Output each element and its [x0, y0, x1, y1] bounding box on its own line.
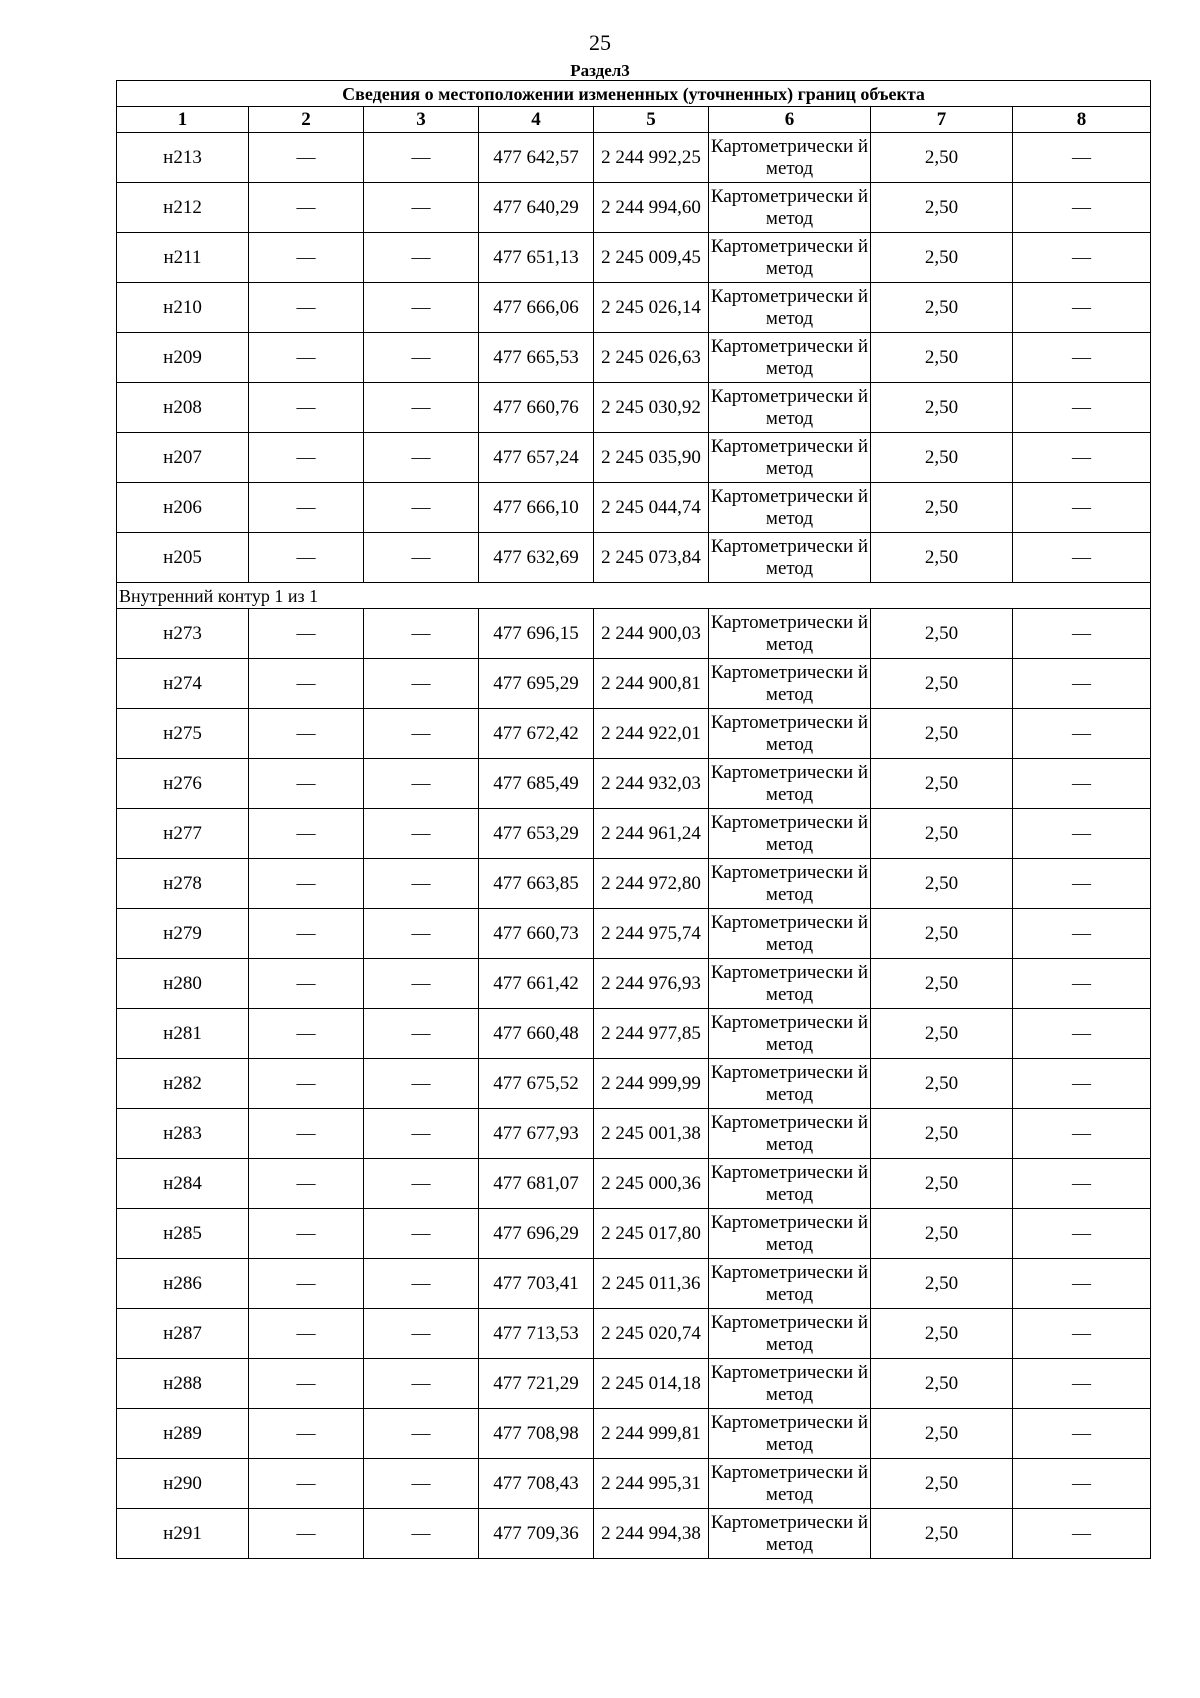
- point-number-cell: н281: [117, 1009, 249, 1059]
- empty-value-cell: —: [364, 1309, 479, 1359]
- empty-value-cell: —: [1013, 759, 1151, 809]
- empty-value-cell: —: [249, 809, 364, 859]
- x-coordinate-cell: 477 709,36: [479, 1509, 594, 1559]
- empty-value-cell: —: [1013, 959, 1151, 1009]
- empty-value-cell: —: [249, 759, 364, 809]
- point-number-cell: н286: [117, 1259, 249, 1309]
- empty-value-cell: —: [364, 1509, 479, 1559]
- x-coordinate-cell: 477 708,98: [479, 1409, 594, 1459]
- precision-cell: 2,50: [871, 1409, 1013, 1459]
- method-cell: Картометрически й метод: [709, 659, 871, 709]
- empty-value-cell: —: [249, 1009, 364, 1059]
- page-number: 25: [589, 30, 611, 55]
- empty-value-cell: —: [364, 383, 479, 433]
- y-coordinate-cell: 2 245 009,45: [594, 233, 709, 283]
- point-number-cell: н283: [117, 1109, 249, 1159]
- column-number: 4: [479, 107, 594, 133]
- y-coordinate-cell: 2 245 035,90: [594, 433, 709, 483]
- empty-value-cell: —: [364, 133, 479, 183]
- point-number-cell: н275: [117, 709, 249, 759]
- y-coordinate-cell: 2 245 017,80: [594, 1209, 709, 1259]
- empty-value-cell: —: [249, 959, 364, 1009]
- empty-value-cell: —: [249, 383, 364, 433]
- y-coordinate-cell: 2 245 000,36: [594, 1159, 709, 1209]
- method-cell: Картометрически й метод: [709, 133, 871, 183]
- column-number: 1: [117, 107, 249, 133]
- precision-cell: 2,50: [871, 909, 1013, 959]
- point-number-cell: н289: [117, 1409, 249, 1459]
- y-coordinate-cell: 2 244 995,31: [594, 1459, 709, 1509]
- table-row: [117, 859, 1151, 909]
- table-row: [117, 233, 1151, 283]
- empty-value-cell: —: [1013, 433, 1151, 483]
- table-row: [117, 959, 1151, 1009]
- empty-value-cell: —: [1013, 1059, 1151, 1109]
- empty-value-cell: —: [1013, 1259, 1151, 1309]
- empty-value-cell: —: [1013, 533, 1151, 583]
- table-row: [117, 659, 1151, 709]
- y-coordinate-cell: 2 245 030,92: [594, 383, 709, 433]
- table-row: [117, 1209, 1151, 1259]
- x-coordinate-cell: 477 660,76: [479, 383, 594, 433]
- table-row: [117, 1309, 1151, 1359]
- precision-cell: 2,50: [871, 1309, 1013, 1359]
- empty-value-cell: —: [249, 333, 364, 383]
- y-coordinate-cell: 2 244 977,85: [594, 1009, 709, 1059]
- empty-value-cell: —: [249, 859, 364, 909]
- precision-cell: 2,50: [871, 709, 1013, 759]
- y-coordinate-cell: 2 245 020,74: [594, 1309, 709, 1359]
- precision-cell: 2,50: [871, 1159, 1013, 1209]
- y-coordinate-cell: 2 244 932,03: [594, 759, 709, 809]
- table-row: [117, 1359, 1151, 1409]
- precision-cell: 2,50: [871, 959, 1013, 1009]
- empty-value-cell: —: [1013, 483, 1151, 533]
- empty-value-cell: —: [249, 1209, 364, 1259]
- empty-value-cell: —: [364, 1009, 479, 1059]
- method-cell: Картометрически й метод: [709, 1259, 871, 1309]
- x-coordinate-cell: 477 703,41: [479, 1259, 594, 1309]
- table-row: [117, 333, 1151, 383]
- y-coordinate-cell: 2 245 014,18: [594, 1359, 709, 1409]
- x-coordinate-cell: 477 653,29: [479, 809, 594, 859]
- column-number: 2: [249, 107, 364, 133]
- y-coordinate-cell: 2 245 026,63: [594, 333, 709, 383]
- table-row: [117, 709, 1151, 759]
- empty-value-cell: —: [1013, 233, 1151, 283]
- point-number-cell: н288: [117, 1359, 249, 1409]
- point-number-cell: н274: [117, 659, 249, 709]
- method-cell: Картометрически й метод: [709, 483, 871, 533]
- point-number-cell: н211: [117, 233, 249, 283]
- table-title: Сведения о местоположении измененных (уточненных) границ объекта: [117, 81, 1151, 107]
- method-cell: Картометрически й метод: [709, 1409, 871, 1459]
- point-number-cell: н282: [117, 1059, 249, 1109]
- point-number-cell: н206: [117, 483, 249, 533]
- method-cell: Картометрически й метод: [709, 1209, 871, 1259]
- method-cell: Картометрически й метод: [709, 909, 871, 959]
- y-coordinate-cell: 2 244 975,74: [594, 909, 709, 959]
- column-number: 5: [594, 107, 709, 133]
- empty-value-cell: —: [249, 533, 364, 583]
- method-cell: Картометрически й метод: [709, 1359, 871, 1409]
- method-cell: Картометрически й метод: [709, 183, 871, 233]
- empty-value-cell: —: [1013, 1359, 1151, 1409]
- x-coordinate-cell: 477 721,29: [479, 1359, 594, 1409]
- table-row: [117, 1459, 1151, 1509]
- x-coordinate-cell: 477 696,29: [479, 1209, 594, 1259]
- y-coordinate-cell: 2 244 994,38: [594, 1509, 709, 1559]
- y-coordinate-cell: 2 244 999,99: [594, 1059, 709, 1109]
- empty-value-cell: —: [364, 433, 479, 483]
- method-cell: Картометрически й метод: [709, 1309, 871, 1359]
- x-coordinate-cell: 477 696,15: [479, 609, 594, 659]
- precision-cell: 2,50: [871, 133, 1013, 183]
- x-coordinate-cell: 477 657,24: [479, 433, 594, 483]
- y-coordinate-cell: 2 245 073,84: [594, 533, 709, 583]
- empty-value-cell: —: [364, 659, 479, 709]
- precision-cell: 2,50: [871, 483, 1013, 533]
- empty-value-cell: —: [364, 483, 479, 533]
- method-cell: Картометрически й метод: [709, 1159, 871, 1209]
- empty-value-cell: —: [364, 1359, 479, 1409]
- point-number-cell: н291: [117, 1509, 249, 1559]
- x-coordinate-cell: 477 642,57: [479, 133, 594, 183]
- precision-cell: 2,50: [871, 1209, 1013, 1259]
- x-coordinate-cell: 477 695,29: [479, 659, 594, 709]
- method-cell: Картометрически й метод: [709, 759, 871, 809]
- point-number-cell: н277: [117, 809, 249, 859]
- y-coordinate-cell: 2 245 001,38: [594, 1109, 709, 1159]
- precision-cell: 2,50: [871, 183, 1013, 233]
- y-coordinate-cell: 2 244 972,80: [594, 859, 709, 909]
- precision-cell: 2,50: [871, 233, 1013, 283]
- empty-value-cell: —: [1013, 1009, 1151, 1059]
- empty-value-cell: —: [1013, 283, 1151, 333]
- empty-value-cell: —: [249, 1159, 364, 1209]
- empty-value-cell: —: [364, 1259, 479, 1309]
- x-coordinate-cell: 477 632,69: [479, 533, 594, 583]
- empty-value-cell: —: [364, 959, 479, 1009]
- precision-cell: 2,50: [871, 759, 1013, 809]
- contour-label: Внутренний контур 1 из 1: [117, 583, 1151, 609]
- empty-value-cell: —: [249, 1409, 364, 1459]
- empty-value-cell: —: [1013, 133, 1151, 183]
- x-coordinate-cell: 477 672,42: [479, 709, 594, 759]
- empty-value-cell: —: [249, 1359, 364, 1409]
- precision-cell: 2,50: [871, 333, 1013, 383]
- x-coordinate-cell: 477 713,53: [479, 1309, 594, 1359]
- empty-value-cell: —: [364, 283, 479, 333]
- x-coordinate-cell: 477 661,42: [479, 959, 594, 1009]
- y-coordinate-cell: 2 244 994,60: [594, 183, 709, 233]
- method-cell: Картометрически й метод: [709, 1459, 871, 1509]
- method-cell: Картометрически й метод: [709, 1059, 871, 1109]
- x-coordinate-cell: 477 677,93: [479, 1109, 594, 1159]
- precision-cell: 2,50: [871, 1259, 1013, 1309]
- empty-value-cell: —: [364, 1459, 479, 1509]
- precision-cell: 2,50: [871, 533, 1013, 583]
- x-coordinate-cell: 477 663,85: [479, 859, 594, 909]
- precision-cell: 2,50: [871, 1509, 1013, 1559]
- y-coordinate-cell: 2 244 900,81: [594, 659, 709, 709]
- column-number: 8: [1013, 107, 1151, 133]
- empty-value-cell: —: [249, 1059, 364, 1109]
- point-number-cell: н213: [117, 133, 249, 183]
- empty-value-cell: —: [249, 1509, 364, 1559]
- empty-value-cell: —: [1013, 1509, 1151, 1559]
- precision-cell: 2,50: [871, 383, 1013, 433]
- empty-value-cell: —: [364, 809, 479, 859]
- point-number-cell: н207: [117, 433, 249, 483]
- table-row: [117, 433, 1151, 483]
- empty-value-cell: —: [1013, 659, 1151, 709]
- x-coordinate-cell: 477 685,49: [479, 759, 594, 809]
- empty-value-cell: —: [1013, 1459, 1151, 1509]
- table-title-row: [117, 81, 1151, 107]
- method-cell: Картометрически й метод: [709, 533, 871, 583]
- point-number-cell: н208: [117, 383, 249, 433]
- y-coordinate-cell: 2 244 961,24: [594, 809, 709, 859]
- empty-value-cell: —: [249, 133, 364, 183]
- x-coordinate-cell: 477 640,29: [479, 183, 594, 233]
- x-coordinate-cell: 477 651,13: [479, 233, 594, 283]
- point-number-cell: н210: [117, 283, 249, 333]
- method-cell: Картометрически й метод: [709, 709, 871, 759]
- empty-value-cell: —: [249, 909, 364, 959]
- table-row: [117, 1009, 1151, 1059]
- empty-value-cell: —: [364, 909, 479, 959]
- column-number: 6: [709, 107, 871, 133]
- column-number-row: [117, 107, 1151, 133]
- method-cell: Картометрически й метод: [709, 333, 871, 383]
- x-coordinate-cell: 477 681,07: [479, 1159, 594, 1209]
- precision-cell: 2,50: [871, 659, 1013, 709]
- point-number-cell: н290: [117, 1459, 249, 1509]
- empty-value-cell: —: [249, 709, 364, 759]
- empty-value-cell: —: [249, 1259, 364, 1309]
- table-row: [117, 759, 1151, 809]
- y-coordinate-cell: 2 244 992,25: [594, 133, 709, 183]
- y-coordinate-cell: 2 244 976,93: [594, 959, 709, 1009]
- table-row: [117, 383, 1151, 433]
- point-number-cell: н285: [117, 1209, 249, 1259]
- method-cell: Картометрически й метод: [709, 609, 871, 659]
- y-coordinate-cell: 2 245 026,14: [594, 283, 709, 333]
- empty-value-cell: —: [364, 333, 479, 383]
- empty-value-cell: —: [364, 233, 479, 283]
- method-cell: Картометрически й метод: [709, 433, 871, 483]
- point-number-cell: н205: [117, 533, 249, 583]
- method-cell: Картометрически й метод: [709, 859, 871, 909]
- precision-cell: 2,50: [871, 1109, 1013, 1159]
- y-coordinate-cell: 2 245 044,74: [594, 483, 709, 533]
- column-number: 3: [364, 107, 479, 133]
- empty-value-cell: —: [1013, 183, 1151, 233]
- table-row: [117, 283, 1151, 333]
- empty-value-cell: —: [364, 709, 479, 759]
- point-number-cell: н279: [117, 909, 249, 959]
- table-row: [117, 133, 1151, 183]
- precision-cell: 2,50: [871, 809, 1013, 859]
- empty-value-cell: —: [249, 183, 364, 233]
- empty-value-cell: —: [1013, 333, 1151, 383]
- empty-value-cell: —: [1013, 1159, 1151, 1209]
- empty-value-cell: —: [364, 1159, 479, 1209]
- precision-cell: 2,50: [871, 859, 1013, 909]
- precision-cell: 2,50: [871, 433, 1013, 483]
- boundary-coordinates-table: [116, 80, 1151, 1559]
- empty-value-cell: —: [249, 609, 364, 659]
- empty-value-cell: —: [364, 759, 479, 809]
- x-coordinate-cell: 477 665,53: [479, 333, 594, 383]
- empty-value-cell: —: [249, 233, 364, 283]
- empty-value-cell: —: [1013, 809, 1151, 859]
- empty-value-cell: —: [364, 1209, 479, 1259]
- point-number-cell: н287: [117, 1309, 249, 1359]
- x-coordinate-cell: 477 666,06: [479, 283, 594, 333]
- empty-value-cell: —: [249, 483, 364, 533]
- table-row: [117, 609, 1151, 659]
- empty-value-cell: —: [364, 609, 479, 659]
- empty-value-cell: —: [364, 183, 479, 233]
- point-number-cell: н212: [117, 183, 249, 233]
- table-row: [117, 533, 1151, 583]
- method-cell: Картометрически й метод: [709, 283, 871, 333]
- y-coordinate-cell: 2 244 922,01: [594, 709, 709, 759]
- table-row: [117, 1059, 1151, 1109]
- empty-value-cell: —: [1013, 1209, 1151, 1259]
- method-cell: Картометрически й метод: [709, 233, 871, 283]
- empty-value-cell: —: [1013, 1409, 1151, 1459]
- point-number-cell: н276: [117, 759, 249, 809]
- precision-cell: 2,50: [871, 1459, 1013, 1509]
- empty-value-cell: —: [249, 1459, 364, 1509]
- empty-value-cell: —: [364, 1109, 479, 1159]
- precision-cell: 2,50: [871, 1009, 1013, 1059]
- empty-value-cell: —: [1013, 909, 1151, 959]
- contour-row: [117, 583, 1151, 609]
- empty-value-cell: —: [1013, 1109, 1151, 1159]
- empty-value-cell: —: [249, 1309, 364, 1359]
- empty-value-cell: —: [364, 533, 479, 583]
- table-row: [117, 183, 1151, 233]
- table-row: [117, 1509, 1151, 1559]
- method-cell: Картометрически й метод: [709, 383, 871, 433]
- point-number-cell: н280: [117, 959, 249, 1009]
- precision-cell: 2,50: [871, 1059, 1013, 1109]
- precision-cell: 2,50: [871, 283, 1013, 333]
- point-number-cell: н273: [117, 609, 249, 659]
- empty-value-cell: —: [249, 1109, 364, 1159]
- y-coordinate-cell: 2 244 900,03: [594, 609, 709, 659]
- empty-value-cell: —: [1013, 1309, 1151, 1359]
- empty-value-cell: —: [1013, 609, 1151, 659]
- empty-value-cell: —: [364, 859, 479, 909]
- table-row: [117, 1109, 1151, 1159]
- precision-cell: 2,50: [871, 1359, 1013, 1409]
- empty-value-cell: —: [1013, 709, 1151, 759]
- empty-value-cell: —: [364, 1409, 479, 1459]
- point-number-cell: н278: [117, 859, 249, 909]
- table-row: [117, 483, 1151, 533]
- method-cell: Картометрически й метод: [709, 809, 871, 859]
- point-number-cell: н284: [117, 1159, 249, 1209]
- method-cell: Картометрически й метод: [709, 1109, 871, 1159]
- empty-value-cell: —: [364, 1059, 479, 1109]
- empty-value-cell: —: [249, 659, 364, 709]
- method-cell: Картометрически й метод: [709, 959, 871, 1009]
- empty-value-cell: —: [1013, 859, 1151, 909]
- y-coordinate-cell: 2 244 999,81: [594, 1409, 709, 1459]
- method-cell: Картометрически й метод: [709, 1009, 871, 1059]
- table-row: [117, 1409, 1151, 1459]
- empty-value-cell: —: [1013, 383, 1151, 433]
- x-coordinate-cell: 477 675,52: [479, 1059, 594, 1109]
- empty-value-cell: —: [249, 283, 364, 333]
- column-number: 7: [871, 107, 1013, 133]
- precision-cell: 2,50: [871, 609, 1013, 659]
- section-title: Раздел3: [570, 61, 630, 80]
- method-cell: Картометрически й метод: [709, 1509, 871, 1559]
- empty-value-cell: —: [249, 433, 364, 483]
- y-coordinate-cell: 2 245 011,36: [594, 1259, 709, 1309]
- table-row: [117, 1159, 1151, 1209]
- table-row: [117, 1259, 1151, 1309]
- table-row: [117, 809, 1151, 859]
- x-coordinate-cell: 477 660,73: [479, 909, 594, 959]
- point-number-cell: н209: [117, 333, 249, 383]
- x-coordinate-cell: 477 660,48: [479, 1009, 594, 1059]
- x-coordinate-cell: 477 708,43: [479, 1459, 594, 1509]
- x-coordinate-cell: 477 666,10: [479, 483, 594, 533]
- table-row: [117, 909, 1151, 959]
